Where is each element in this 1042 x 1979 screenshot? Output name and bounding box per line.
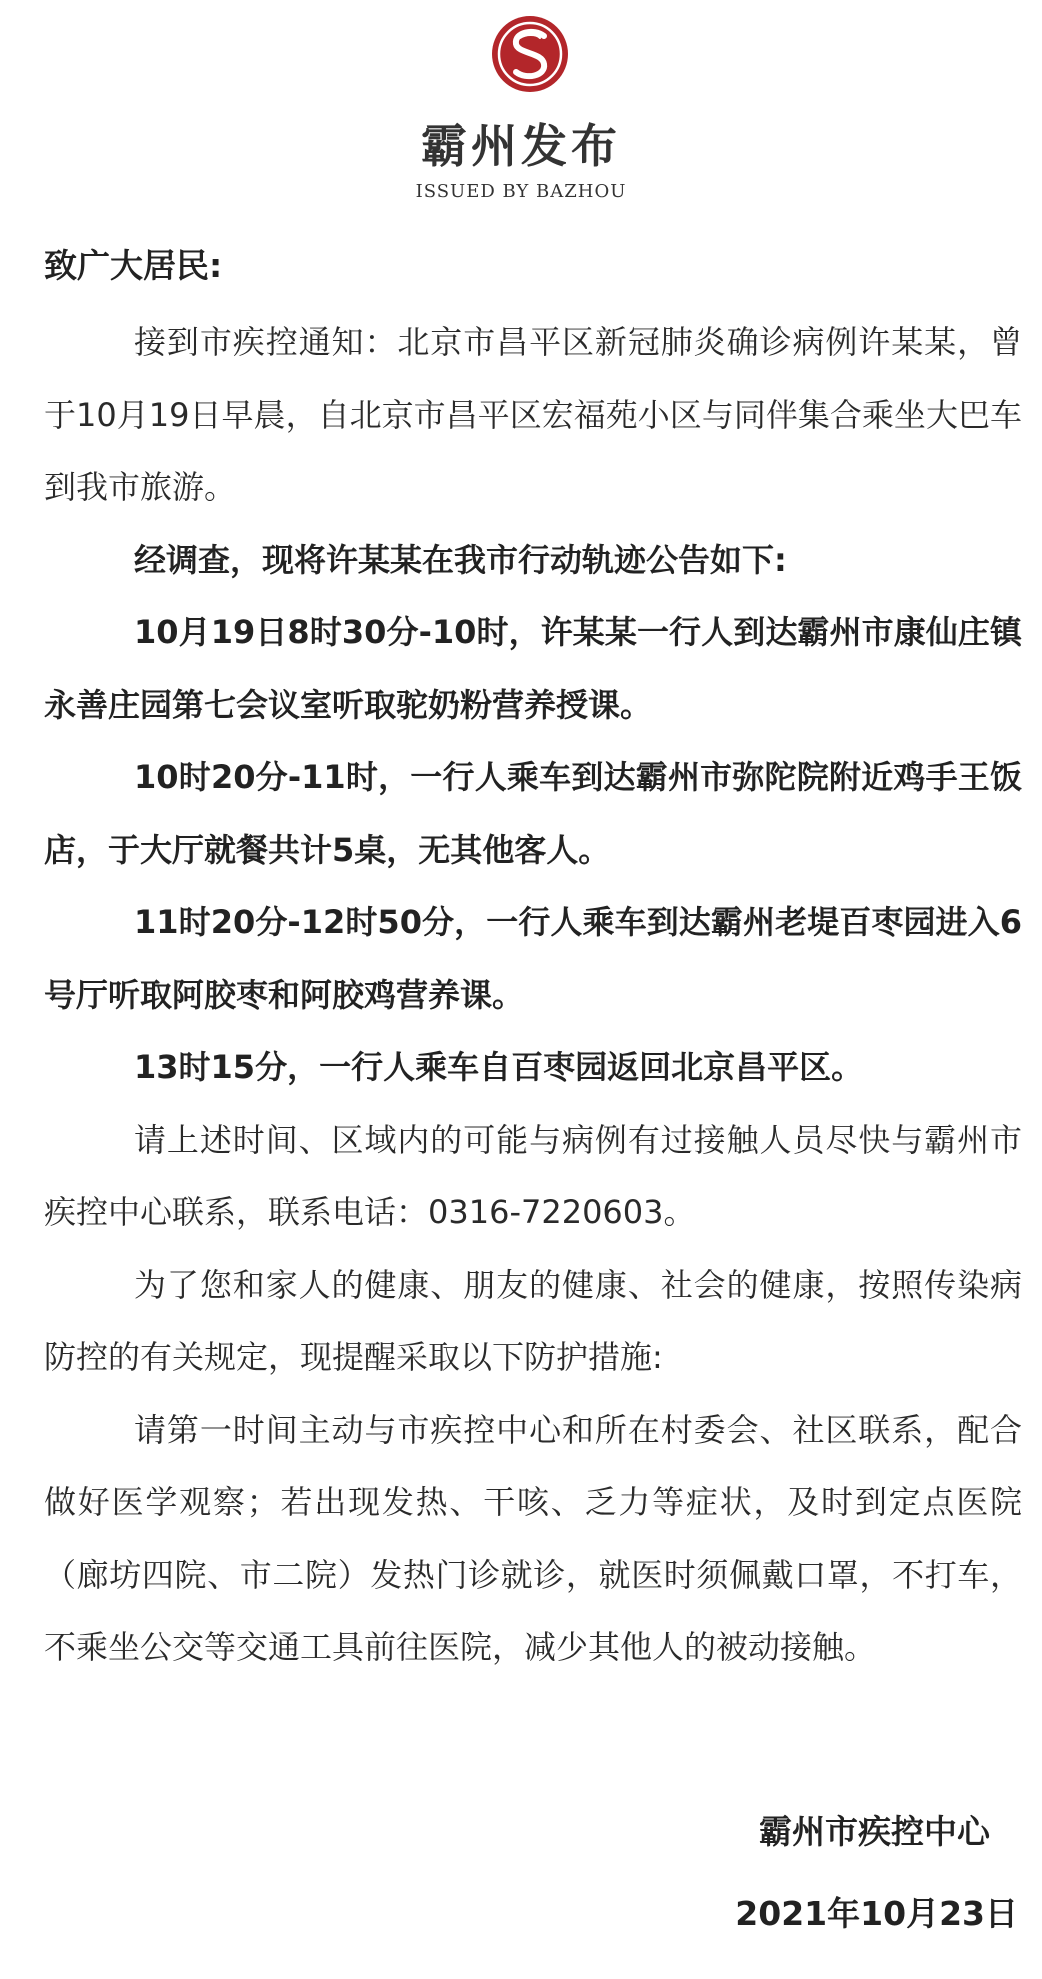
signature-org: 霸州市疾控中心: [759, 1812, 990, 1851]
brand-title: 霸州发布: [421, 119, 621, 173]
notice-paragraph: 经调查，现将许某某在我市行动轨迹公告如下:: [134, 540, 787, 579]
signature-date: 2021年10月23日: [735, 1894, 1018, 1933]
notice-paragraph: 10时20分-11时，一行人乘车到达霸州市弥陀院附近鸡手王饭店，于大厅就餐共计5桌，无其他客人。: [44, 758, 1022, 869]
notice-paragraph: 请第一时间主动与市疾控中心和所在村委会、社区联系，配合做好医学观察；若出现发热、干咳、乏力等症状，及时到定点医院（廊坊四院、市二院）发热门诊就诊，就医时须佩戴口罩，不打车，不乘坐公交等交通工具前往医院，减少其他人的被动接触。: [44, 1410, 1022, 1666]
notice-paragraph: 接到市疾控通知：北京市昌平区新冠肺炎确诊病例许某某，曾于10月19日早晨，自北京市昌平区宏福苑小区与同伴集合乘坐大巴车到我市旅游。: [44, 323, 1022, 506]
notice-paragraph: 请上述时间、区域内的可能与病例有过接触人员尽快与霸州市疾控中心联系，联系电话：0316-7220603。: [44, 1120, 1022, 1231]
notice-paragraph: 10月19日8时30分-10时，许某某一行人到达霸州市康仙庄镇永善庄园第七会议室听取驼奶粉营养授课。: [44, 613, 1022, 724]
signature-block: [0, 1810, 1018, 1936]
notice-body: [44, 232, 1022, 1684]
notice-paragraph: 13时15分，一行人乘车自百枣园返回北京昌平区。: [134, 1048, 864, 1086]
header: [0, 0, 1042, 210]
brand-subtitle: ISSUED BY BAZHOU: [415, 181, 627, 202]
notice-paragraph: 11时20分-12时50分，一行人乘车到达霸州老堤百枣园进入6号厅听取阿胶枣和阿胶鸡营养课。: [44, 903, 1022, 1014]
greeting: 致广大居民:: [44, 246, 223, 285]
notice-paragraph: 为了您和家人的健康、朋友的健康、社会的健康，按照传染病防控的有关规定，现提醒采取以下防护措施:: [44, 1265, 1022, 1376]
bazhou-s-logo-icon: [490, 14, 570, 94]
